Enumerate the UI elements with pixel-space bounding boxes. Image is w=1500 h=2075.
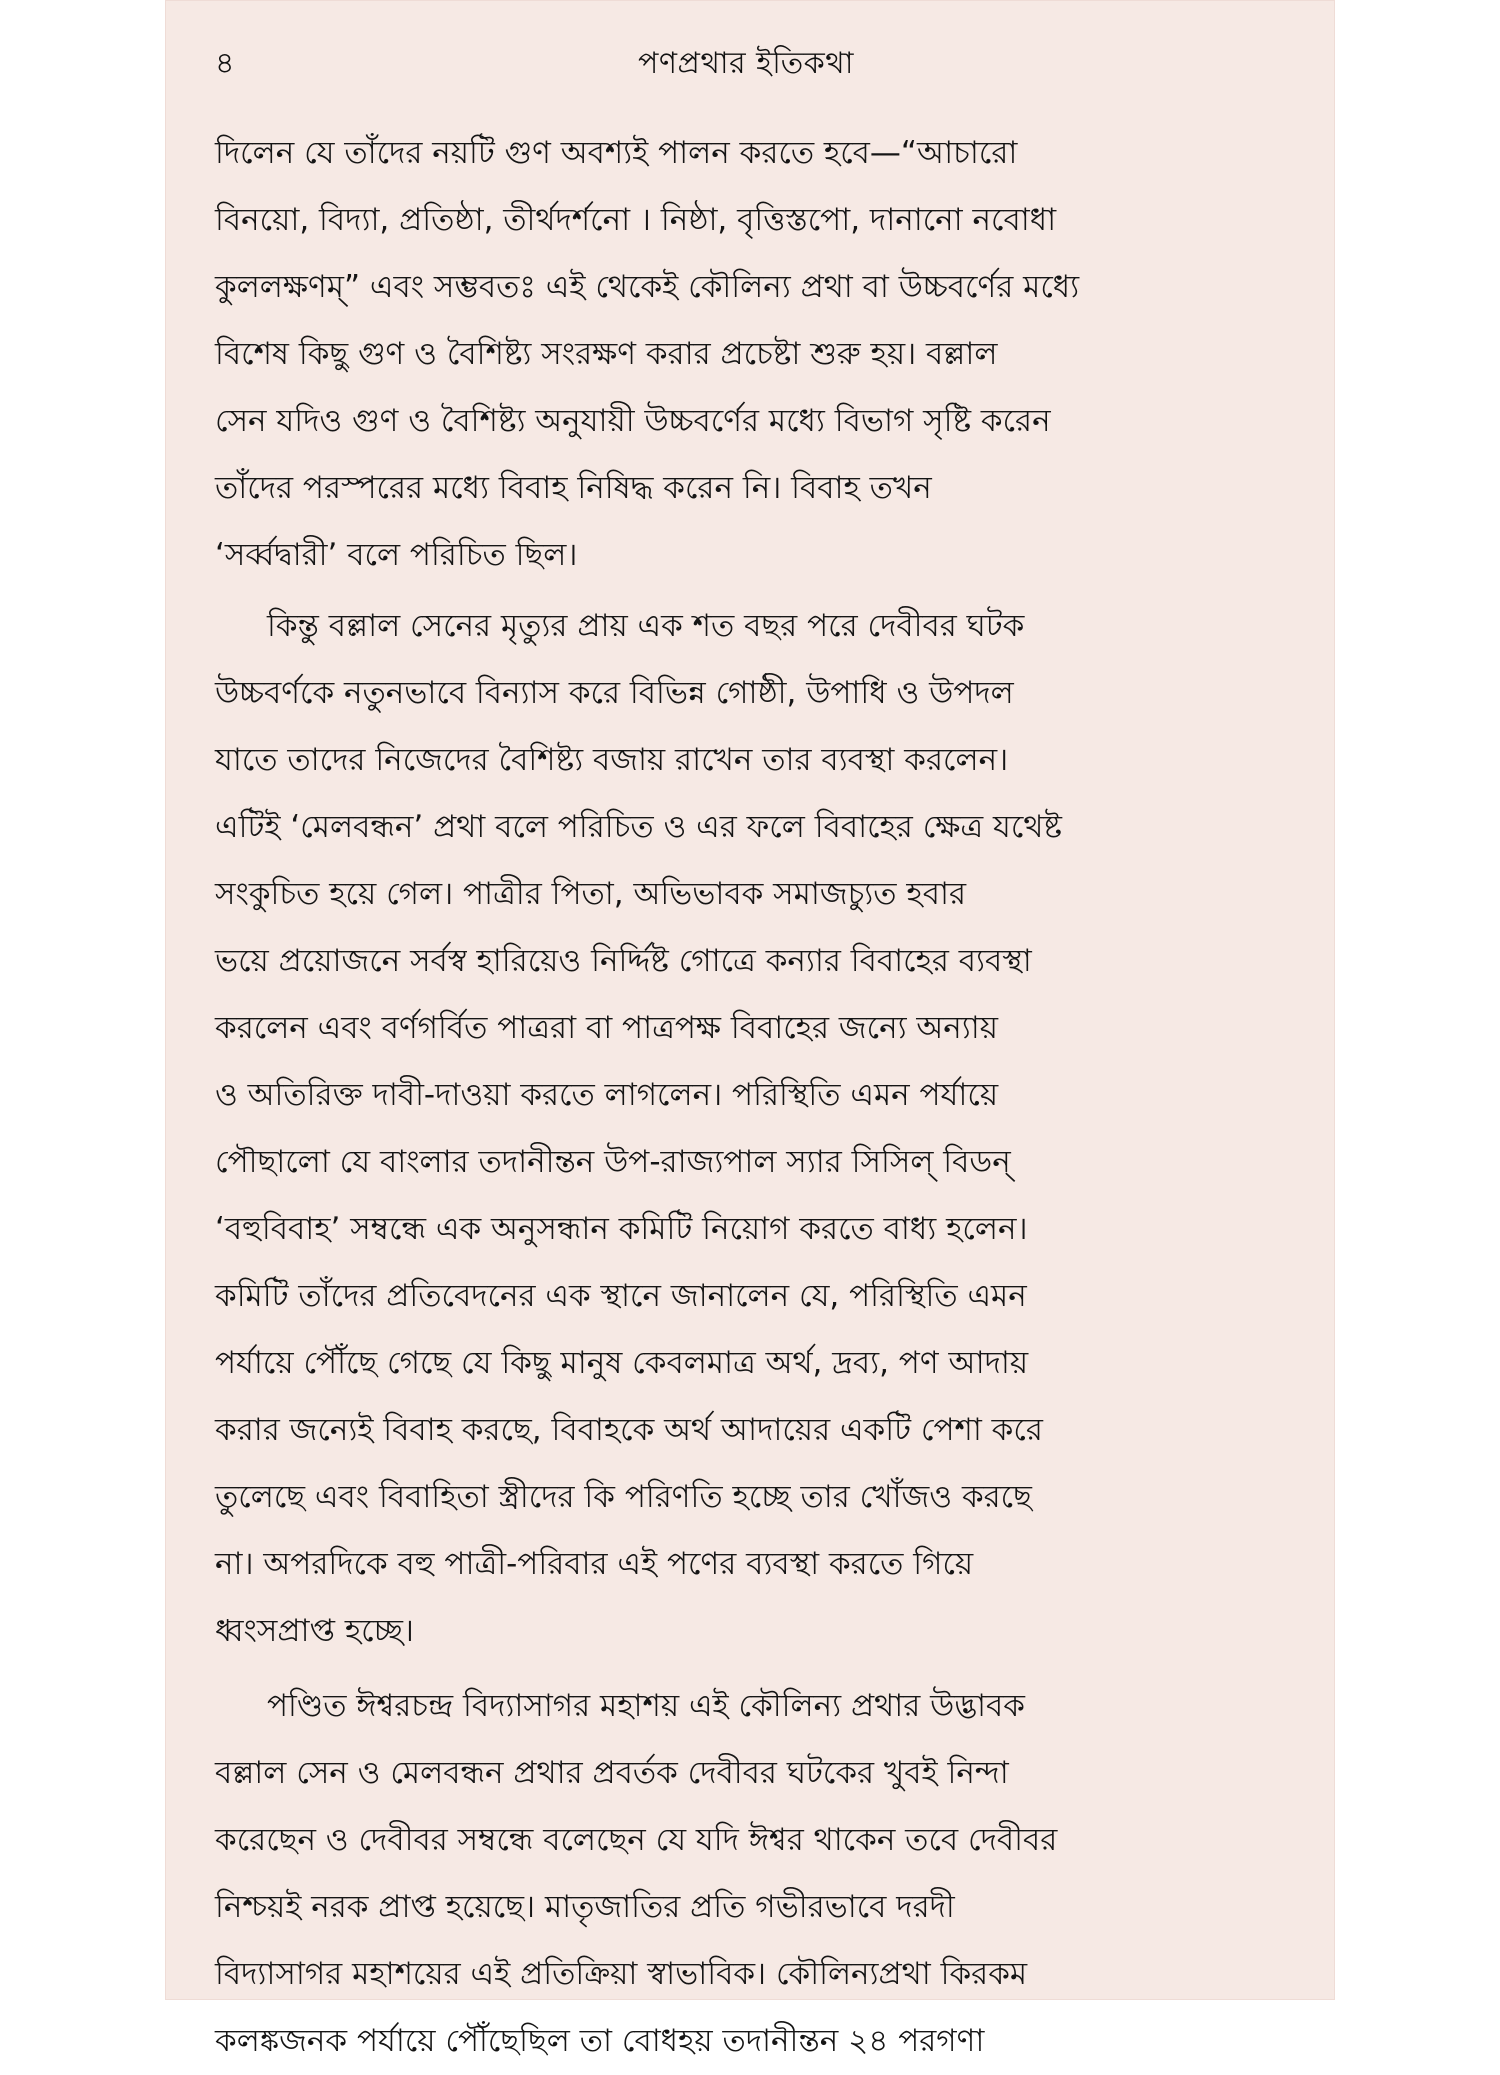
text-line: নিশ্চয়ই নরক প্রাপ্ত হয়েছে। মাতৃজাতির প্রতি গভীরভাবে দরদী xyxy=(215,1889,955,1925)
text-line: যাতে তাদের নিজেদের বৈশিষ্ট্য বজায় রাখেন তার ব্যবস্থা করলেন। xyxy=(215,742,1009,778)
page-number: ৪ xyxy=(215,46,235,81)
text-line: তুলেছে এবং বিবাহিতা স্ত্রীদের কি পরিণতি হচ্ছে তার খোঁজও করছে xyxy=(215,1479,1032,1515)
text-line: কমিটি তাঁদের প্রতিবেদনের এক স্থানে জানালেন যে, পরিস্থিতি এমন xyxy=(215,1278,1027,1314)
text-line: বিনয়ো, বিদ্যা, প্রতিষ্ঠা, তীর্থদর্শনো । নিষ্ঠা, বৃত্তিস্তপো, দানানো নবোধা xyxy=(215,202,1057,238)
text-line: ধ্বংসপ্রাপ্ত হচ্ছে। xyxy=(215,1613,414,1649)
text-line: সেন যদিও গুণ ও বৈশিষ্ট্য অনুযায়ী উচ্চবর্ণের মধ্যে বিভাগ সৃষ্টি করেন xyxy=(215,403,1051,439)
text-line: পণ্ডিত ঈশ্বরচন্দ্র বিদ্যাসাগর মহাশয় এই কৌলিন্য প্রথার উদ্ভাবক xyxy=(267,1688,1025,1724)
text-line: বল্লাল সেন ও মেলবন্ধন প্রথার প্রবর্তক দেবীবর ঘটকের খুবই নিন্দা xyxy=(215,1755,1009,1791)
text-line: কলঙ্কজনক পর্যায়ে পৌঁছেছিল তা বোধহয় তদানীন্তন ২৪ পরগণা xyxy=(215,2023,985,2059)
running-title: পণপ্রথার ইতিকথা xyxy=(638,46,854,81)
text-line: তাঁদের পরস্পরের মধ্যে বিবাহ নিষিদ্ধ করেন নি। বিবাহ তখন xyxy=(215,470,932,506)
text-line: এটিই ‘মেলবন্ধন’ প্রথা বলে পরিচিত ও এর ফলে বিবাহের ক্ষেত্র যথেষ্ট xyxy=(215,809,1063,845)
text-line: সংকুচিত হয়ে গেল। পাত্রীর পিতা, অভিভাবক সমাজচ্যুত হবার xyxy=(215,876,966,912)
page-body xyxy=(215,120,1277,2075)
text-line: কুললক্ষণম্” এবং সম্ভবতঃ এই থেকেই কৌলিন্য প্রথা বা উচ্চবর্ণের মধ্যে xyxy=(215,269,1080,305)
text-line: পর্যায়ে পৌঁছে গেছে যে কিছু মানুষ কেবলমাত্র অর্থ, দ্রব্য, পণ আদায় xyxy=(215,1345,1029,1381)
page-header xyxy=(215,40,1277,104)
paragraph-3 xyxy=(215,1673,1277,2075)
text-line: ও অতিরিক্ত দাবী-দাওয়া করতে লাগলেন। পরিস্থিতি এমন পর্যায়ে xyxy=(215,1077,999,1113)
text-line: ‘বহুবিবাহ’ সম্বন্ধে এক অনুসন্ধান কমিটি নিয়োগ করতে বাধ্য হলেন। xyxy=(215,1211,1028,1247)
book-page xyxy=(165,0,1335,2059)
text-line: পৌছালো যে বাংলার তদানীন্তন উপ-রাজ্যপাল স্যার সিসিল্ বিডন্ xyxy=(215,1144,1011,1180)
paragraph-1 xyxy=(215,120,1277,589)
text-line: বিশেষ কিছু গুণ ও বৈশিষ্ট্য সংরক্ষণ করার প্রচেষ্টা শুরু হয়। বল্লাল xyxy=(215,336,998,372)
text-line: কিন্তু বল্লাল সেনের মৃত্যুর প্রায় এক শত বছর পরে দেবীবর ঘটক xyxy=(267,608,1025,644)
paragraph-2 xyxy=(215,593,1277,1665)
text-line: না। অপরদিকে বহু পাত্রী-পরিবার এই পণের ব্যবস্থা করতে গিয়ে xyxy=(215,1546,974,1582)
paragraph-gap xyxy=(215,1665,1277,1673)
text-line: ‘সর্ব্বদ্বারী’ বলে পরিচিত ছিল। xyxy=(215,537,578,573)
text-line: বিদ্যাসাগর মহাশয়ের এই প্রতিক্রিয়া স্বাভাবিক। কৌলিন্যপ্রথা কিরকম xyxy=(215,1956,1028,1992)
text-line: করলেন এবং বর্ণগর্বিত পাত্ররা বা পাত্রপক্ষ বিবাহের জন্যে অন্যায় xyxy=(215,1010,999,1046)
text-line: করেছেন ও দেবীবর সম্বন্ধে বলেছেন যে যদি ঈশ্বর থাকেন তবে দেবীবর xyxy=(215,1822,1058,1858)
text-line: করার জন্যেই বিবাহ করছে, বিবাহকে অর্থ আদায়ের একটি পেশা করে xyxy=(215,1412,1043,1448)
text-line: উচ্চবর্ণকে নতুনভাবে বিন্যাস করে বিভিন্ন গোষ্ঠী, উপাধি ও উপদল xyxy=(215,675,1014,711)
text-line: ভয়ে প্রয়োজনে সর্বস্ব হারিয়েও নির্দ্দিষ্ট গোত্রে কন্যার বিবাহের ব্যবস্থা xyxy=(215,943,1032,979)
text-line: দিলেন যে তাঁদের নয়টি গুণ অবশ্যই পালন করতে হবে—“আচারো xyxy=(215,135,1018,171)
